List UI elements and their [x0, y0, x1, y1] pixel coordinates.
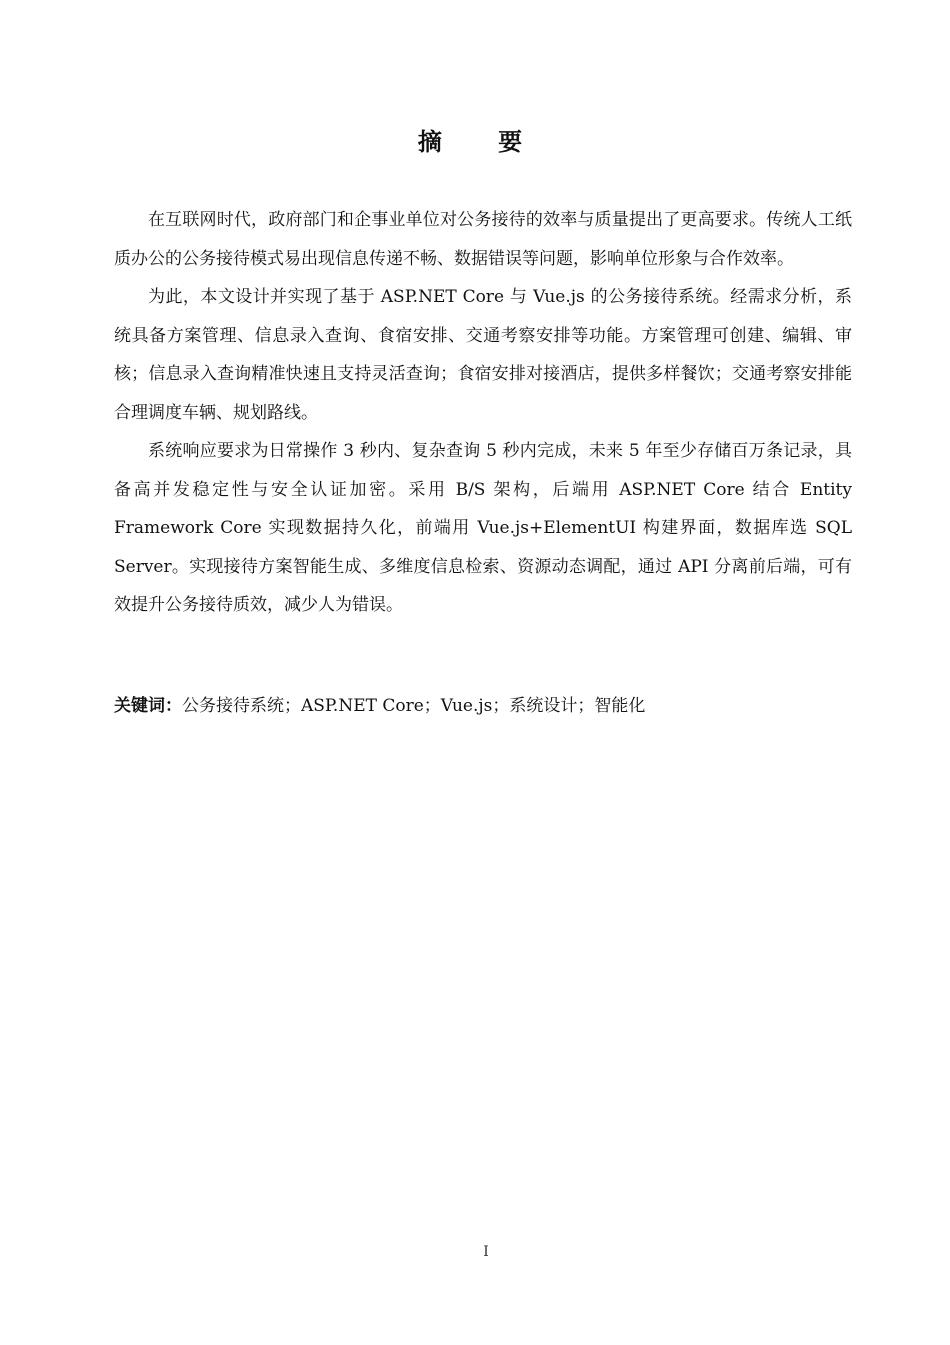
keywords-line	[114, 687, 852, 725]
abstract-paragraph-3: 系统响应要求为日常操作 3 秒内、复杂查询 5 秒内完成，未来 5 年至少存储百万条记录，具备高并发稳定性与安全认证加密。采用 B/S 架构，后端用 ASP.NET Core 结合 Entity Framework Core 实现数据持久化，前端用 Vue.js+ElementUI 构建界面，数据库选 SQL Server。实现接待方案智能生成、多维度信息检索、资源动态调配，通过 API 分离前后端，可有效提升公务接待质效，减少人为错误。	[114, 441, 852, 615]
abstract-title: 摘 要	[417, 128, 547, 156]
keywords-text: 公务接待系统；ASP.NET Core；Vue.js；系统设计；智能化	[182, 696, 646, 716]
abstract-paragraph-1: 在互联网时代，政府部门和企事业单位对公务接待的效率与质量提出了更高要求。传统人工纸质办公的公务接待模式易出现信息传递不畅、数据错误等问题，影响单位形象与合作效率。	[114, 210, 852, 269]
keywords-label: 关键词：	[114, 696, 182, 716]
abstract-body	[114, 201, 852, 625]
abstract-paragraph-2: 为此，本文设计并实现了基于 ASP.NET Core 与 Vue.js 的公务接待系统。经需求分析，系统具备方案管理、信息录入查询、食宿安排、交通考察安排等功能。方案管理可创建、编辑、审核；信息录入查询精准快速且支持灵活查询；食宿安排对接酒店，提供多样餐饮；交通考察安排能合理调度车辆、规划路线。	[114, 287, 852, 423]
page-number: I	[483, 1244, 489, 1260]
